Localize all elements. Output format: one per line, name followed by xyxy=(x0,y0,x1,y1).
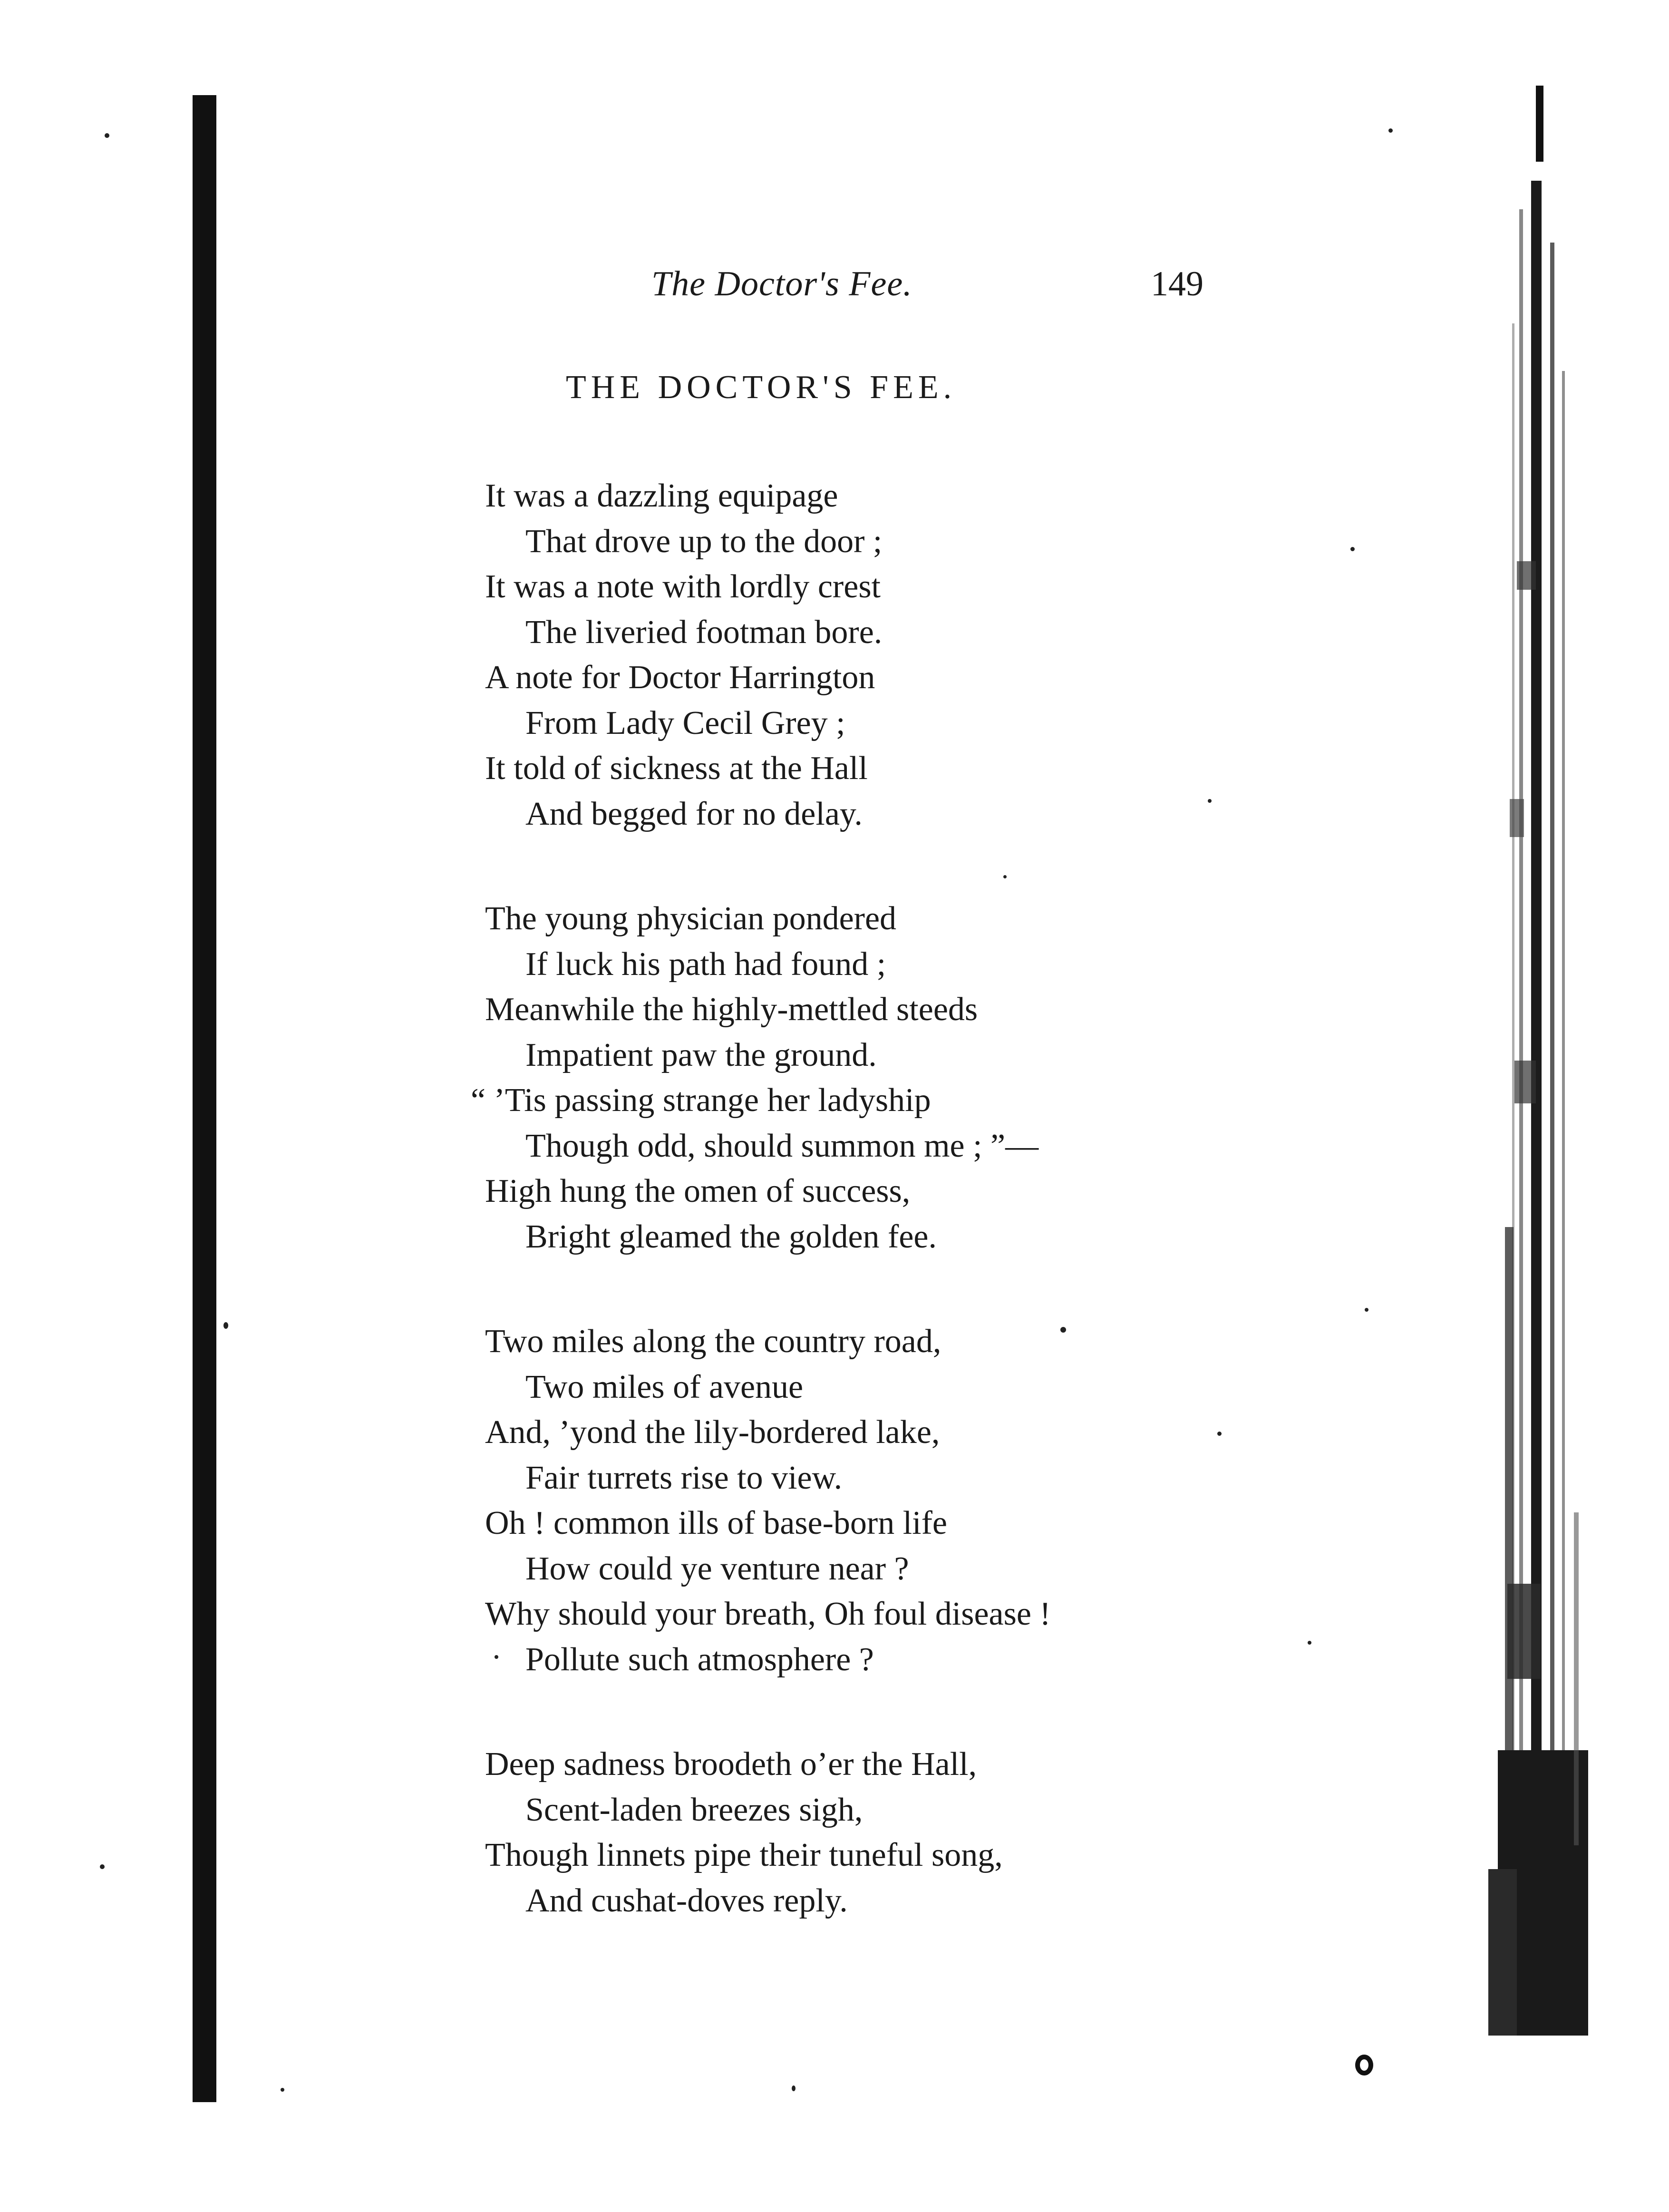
poem-line: Oh ! common ills of base-born life xyxy=(485,1505,948,1541)
poem-line: Deep sadness broodeth o’er the Hall, xyxy=(485,1746,977,1783)
poem-line: From Lady Cecil Grey ; xyxy=(525,704,845,741)
poem-line: The liveried footman bore. xyxy=(525,614,883,651)
scan-speck xyxy=(223,1322,228,1329)
poem-line: Fair turrets rise to view. xyxy=(525,1459,843,1496)
poem-title: THE DOCTOR'S FEE. xyxy=(566,369,957,406)
poem-line: Two miles along the country road, xyxy=(485,1323,941,1360)
poem-line: It was a dazzling equipage xyxy=(485,477,838,514)
poem-line: And begged for no delay. xyxy=(525,795,863,832)
poem-line: Why should your breath, Oh foul disease ! xyxy=(485,1596,1051,1632)
scan-speck xyxy=(1388,128,1393,133)
poem-line: And cushat-doves reply. xyxy=(525,1882,848,1919)
poem-line: Pollute such atmosphere ? xyxy=(525,1641,874,1678)
poem-line: Two miles of avenue xyxy=(525,1368,804,1405)
poem-line: And, ’yond the lily-bordered lake, xyxy=(485,1414,940,1451)
scan-speck xyxy=(100,1864,105,1869)
poem-line: High hung the omen of success, xyxy=(485,1173,911,1209)
poem-line: Though linnets pipe their tuneful song, xyxy=(485,1837,1003,1873)
scan-edge-right xyxy=(1460,86,1588,2097)
scan-speck xyxy=(1217,1432,1222,1436)
page-number: 149 xyxy=(1151,264,1203,303)
poem-line: If luck his path had found ; xyxy=(525,945,886,983)
poem-body xyxy=(471,473,1051,1983)
poem-line: Impatient paw the ground. xyxy=(525,1036,877,1073)
scan-speck xyxy=(792,2085,796,2091)
poem-line: The young physician pondered xyxy=(485,900,897,937)
poem-line: A note for Doctor Harrington xyxy=(485,659,875,696)
poem-line: It was a note with lordly crest xyxy=(485,568,881,605)
poem-line: Meanwhile the highly-mettled steeds xyxy=(485,991,978,1028)
scan-speck xyxy=(495,1655,498,1659)
scan-speck xyxy=(1003,875,1007,878)
stanza-1 xyxy=(485,473,1051,837)
stanza-2 xyxy=(471,896,1051,1259)
scan-noise-graphic xyxy=(1460,86,1588,2097)
scan-speck xyxy=(1308,1641,1311,1645)
scan-speck xyxy=(105,133,109,138)
scan-speck xyxy=(1350,547,1355,551)
poem-line: Bright gleamed the golden fee. xyxy=(525,1218,937,1255)
scan-speck xyxy=(1060,1327,1066,1333)
scan-edge-left xyxy=(193,95,216,2102)
poem-line: Scent-laden breezes sigh, xyxy=(525,1791,863,1828)
scan-speck xyxy=(1365,1308,1368,1312)
stanza-4 xyxy=(485,1742,1051,1923)
poem-line: That drove up to the door ; xyxy=(525,523,883,560)
poem-line: It told of sickness at the Hall xyxy=(485,750,868,787)
stanza-3 xyxy=(485,1319,1051,1682)
scan-speck xyxy=(281,2088,284,2092)
ink-blot xyxy=(1355,2055,1373,2076)
scan-speck xyxy=(1208,799,1212,803)
poem-line: Though odd, should summon me ; ”— xyxy=(525,1127,1039,1164)
poem-line: How could ye venture near ? xyxy=(525,1550,909,1587)
running-head: The Doctor's Fee. xyxy=(651,264,912,303)
poem-line: “ ’Tis passing strange her ladyship xyxy=(471,1082,931,1119)
